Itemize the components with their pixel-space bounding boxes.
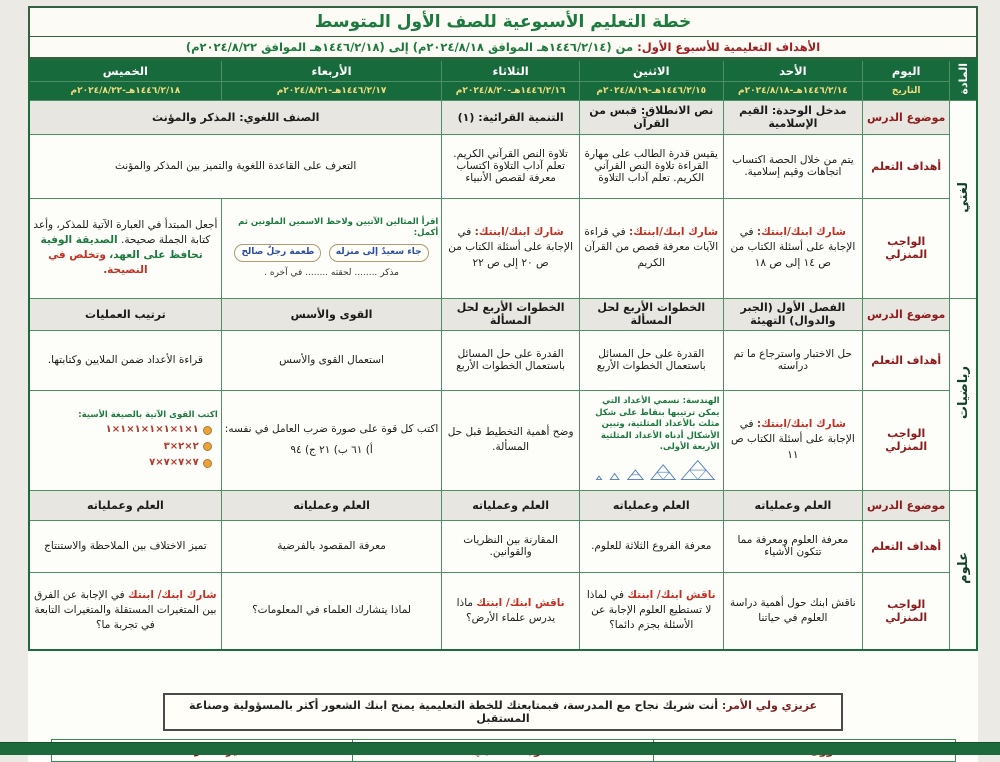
example-box: جاء سعيدٌ إلى منزله — [329, 244, 429, 261]
homework-text: في قراءة الآيات معرفة قصص من القرآن الكريم — [584, 226, 719, 269]
topic-cell: ترتيب العمليات — [29, 298, 221, 330]
homework-cell — [221, 572, 442, 650]
row-label-objectives: أهداف التعلم — [863, 330, 950, 390]
homework-text: في الإجابة على أسئلة الكتاب من ص ١٤ إلى ص ١٨ — [730, 226, 856, 269]
day-tuesday: الثلاثاء — [442, 60, 580, 81]
objective-cell: المقارنة بين النظريات والقوانين. — [442, 520, 580, 572]
subtitle-date-range: من (١٤٤٦/٢/١٤هـ الموافق ٢٠٢٤/٨/١٨م) إلى (١٤٤٦/٢/١٨هـ الموافق ٢٠٢٤/٨/٢٢م) — [185, 40, 634, 54]
expression: ١×١×١×١×١×١×١ — [105, 424, 199, 436]
weekly-plan-table — [28, 59, 978, 651]
col-header-day: اليوم — [863, 60, 950, 81]
homework-cell-powers-exercise — [221, 390, 442, 490]
row-label-homework: الواجب المنزلي — [863, 390, 950, 490]
date-sunday: ١٤٤٦/٢/١٤هـ-٢٠٢٤/٨/١٨م — [723, 81, 863, 100]
fill-in-line: مذكر ........ لحقته ........ في آخره . — [264, 267, 399, 278]
parent-notice — [163, 693, 843, 731]
homework-cell — [579, 572, 723, 650]
subject-arabic-label: لغتي — [955, 182, 971, 213]
subject-science-label: علوم — [955, 552, 971, 585]
expression-line — [33, 423, 218, 438]
bullet-icon — [203, 426, 212, 435]
objective-cell: تلاوة النص القرآني الكريم. تعلم آداب التلاوة اكتساب معرفة لقصص الأنبياء — [442, 134, 580, 198]
notice-prefix: عزيزي ولي الأمر: — [721, 699, 818, 713]
topic-cell: القوى والأسس — [221, 298, 442, 330]
homework-prefix: شارك ابنك/ابنتك: — [474, 226, 564, 239]
homework-prefix: شارك ابنك/ابنتك: — [756, 418, 846, 431]
homework-cell — [29, 198, 221, 298]
homework-prefix: شارك ابنك/ابنتك: — [629, 226, 719, 239]
example-box: طعمة رجلٌ صالح — [234, 244, 321, 261]
homework-cell — [723, 572, 863, 650]
notice-text: أنت شريك نجاح مع المدرسة، فبمتابعتك للخطة التعليمية يمنح ابنك الشعور أكثر بالمسؤولية وصناعة المستقبل — [188, 699, 719, 726]
col-header-date: التاريخ — [863, 81, 950, 100]
subject-arabic — [950, 100, 977, 298]
example-boxes — [225, 243, 439, 262]
row-label-topic: موضوع الدرس — [863, 298, 950, 330]
topic-cell: العلم وعملياته — [442, 490, 580, 520]
homework-cell-grammar-exercise — [221, 198, 442, 298]
weekly-plan-document — [28, 6, 978, 762]
objective-cell: استعمال القوى والأسس — [221, 330, 442, 390]
homework-text: في الإجابة عن الفرق بين المتغيرات المستقلة والمتغيرات التابعة في تجربة ما؟ — [34, 588, 217, 632]
subtitle-bar — [28, 37, 978, 59]
objective-cell: تميز الاختلاف بين الملاحظة والاستنتاج — [29, 520, 221, 572]
homework-cell — [29, 572, 221, 650]
subject-science — [950, 490, 977, 650]
row-label-topic: موضوع الدرس — [863, 100, 950, 134]
day-wednesday: الأربعاء — [221, 60, 442, 81]
homework-text: أجعل المبتدأ في العبارة الآتية للمذكر، — [56, 218, 218, 231]
homework-text: ناقش ابنك حول أهمية دراسة العلوم في حياتنا — [730, 596, 856, 624]
objective-cell: التعرف على القاعدة اللغوية والتميز بين المذكر والمؤنث — [29, 134, 442, 198]
subtitle-label: الأهداف التعليمية للأسبوع الأول: — [637, 40, 821, 54]
row-label-homework: الواجب المنزلي — [863, 198, 950, 298]
homework-cell — [579, 198, 723, 298]
topic-cell: مدخل الوحدة: القيم الإسلامية — [723, 100, 863, 134]
objective-cell: حل الاختبار واسترجاع ما تم دراسته — [723, 330, 863, 390]
date-thursday: ١٤٤٦/٢/١٨هـ-٢٠٢٤/٨/٢٢م — [29, 81, 221, 100]
homework-text: وأعد كتابة الجملة صحيحة. — [33, 218, 211, 246]
row-label-objectives: أهداف التعلم — [863, 520, 950, 572]
expression-line — [33, 456, 218, 471]
exercise-instruction: اقرأ المثالين الآتيين ولاحظ الاسمين الملونين ثم أكمل: — [238, 216, 439, 238]
objective-cell: القدرة على حل المسائل باستعمال الخطوات الأربع — [442, 330, 580, 390]
day-sunday: الأحد — [723, 60, 863, 81]
objective-cell: معرفة المقصود بالفرضية — [221, 520, 442, 572]
objective-cell: القدرة على حل المسائل باستعمال الخطوات الأربع — [579, 330, 723, 390]
page-title: خطة التعليم الأسبوعية للصف الأول المتوسط — [28, 6, 978, 37]
topic-cell: التنمية القرائية: (١) — [442, 100, 580, 134]
topic-cell: العلم وعملياته — [579, 490, 723, 520]
row-label-topic: موضوع الدرس — [863, 490, 950, 520]
objective-cell: يتم من خلال الحصة اكتساب اتجاهات وقيم إسلامية. — [723, 134, 863, 198]
topic-cell: نص الانطلاق: قبس من القرآن — [579, 100, 723, 134]
triangular-numbers-diagram — [586, 457, 716, 484]
homework-text-green: الصديقة الوفية تحافظ على العهد، — [40, 233, 203, 262]
exercise-instruction: الهندسة: نسمي الأعداد التي يمكن ترتيبها بنقاط على شكل مثلث بالأعداد المثلثية، وتبين الأشكال أدناه الأعداد المثلثية الأربعة الأولى. — [595, 396, 720, 453]
expression: ٢×٢×٣ — [163, 440, 199, 452]
day-thursday: الخميس — [29, 60, 221, 81]
col-header-subject — [950, 60, 977, 100]
homework-cell — [442, 198, 580, 298]
topic-cell: العلم وعملياته — [723, 490, 863, 520]
homework-text: ماذا يدرس علماء الأرض؟ — [456, 596, 556, 624]
exercise-instruction: اكتب كل قوة على صورة ضرب العامل في نفسه: — [224, 422, 439, 435]
topic-cell: العلم وعملياته — [221, 490, 442, 520]
topic-cell: العلم وعملياته — [29, 490, 221, 520]
topic-cell: الصنف اللغوي: المذكر والمؤنث — [29, 100, 442, 134]
objective-cell: معرفة العلوم ومعرفة مما تتكون الأشياء — [723, 520, 863, 572]
homework-cell — [442, 572, 580, 650]
exercise-instruction: اكتب القوى الآتية بالصيغة الأسية: — [78, 409, 218, 420]
date-monday: ١٤٤٦/٢/١٥هـ-٢٠٢٤/٨/١٩م — [579, 81, 723, 100]
homework-text: في لماذا لا تستطيع العلوم الإجابة عن الأسئلة بجزم دائما؟ — [586, 588, 712, 632]
subject-math-label: رياضيات — [955, 366, 971, 420]
objective-cell: يقيس قدرة الطالب على مهارة القراءة تلاوة النص القرآني الكريم. تعلم آداب التلاوة — [579, 134, 723, 198]
topic-cell: الخطوات الأربع لحل المسألة — [442, 298, 580, 330]
topic-cell: الفصل الأول (الجبر والدوال) التهيئة — [723, 298, 863, 330]
homework-prefix: شارك ابنك/ابنتك: — [756, 226, 846, 239]
homework-prefix: ناقش ابنك/ ابنتك — [476, 596, 565, 609]
objective-cell: قراءة الأعداد ضمن الملايين وكتابتها. — [29, 330, 221, 390]
date-tuesday: ١٤٤٦/٢/١٦هـ-٢٠٢٤/٨/٢٠م — [442, 81, 580, 100]
homework-text-red: وتخلص في النصيحة. — [48, 249, 148, 277]
homework-text: في الإجابة على أسئلة الكتاب من ص ٢٠ إلى ص ٢٢ — [448, 226, 573, 269]
homework-cell — [723, 390, 863, 490]
homework-prefix: شارك ابنك/ ابنتك — [128, 588, 217, 601]
homework-cell-geometry-exercise — [579, 390, 723, 490]
homework-text: في الإجابة على أسئلة الكتاب ص ١١ — [730, 418, 855, 461]
row-label-objectives: أهداف التعلم — [863, 134, 950, 198]
homework-cell — [723, 198, 863, 298]
subject-header-label: المادة — [956, 63, 970, 95]
bullet-icon — [203, 442, 212, 451]
date-wednesday: ١٤٤٦/٢/١٧هـ-٢٠٢٤/٨/٢١م — [221, 81, 442, 100]
exercise-items: أ) ٦١ ب) ٢١ ج) ٩٤ — [290, 444, 373, 457]
objective-cell: معرفة الفروع الثلاثة للعلوم. — [579, 520, 723, 572]
homework-prefix: ناقش ابنك/ ابنتك — [627, 588, 716, 601]
bullet-icon — [203, 459, 212, 468]
homework-text: لماذا يتشارك العلماء في المعلومات؟ — [252, 604, 411, 617]
bottom-green-bar — [0, 742, 1000, 755]
expression-line — [33, 440, 218, 455]
homework-cell — [442, 390, 580, 490]
subject-math — [950, 298, 977, 490]
homework-text: وضح أهمية التخطيط قبل حل المسألة. — [447, 425, 574, 454]
day-monday: الاثنين — [579, 60, 723, 81]
homework-cell-exponents-exercise — [29, 390, 221, 490]
expression: ٧×٧×٧×٧ — [149, 457, 199, 469]
row-label-homework: الواجب المنزلي — [863, 572, 950, 650]
topic-cell: الخطوات الأربع لحل المسألة — [579, 298, 723, 330]
